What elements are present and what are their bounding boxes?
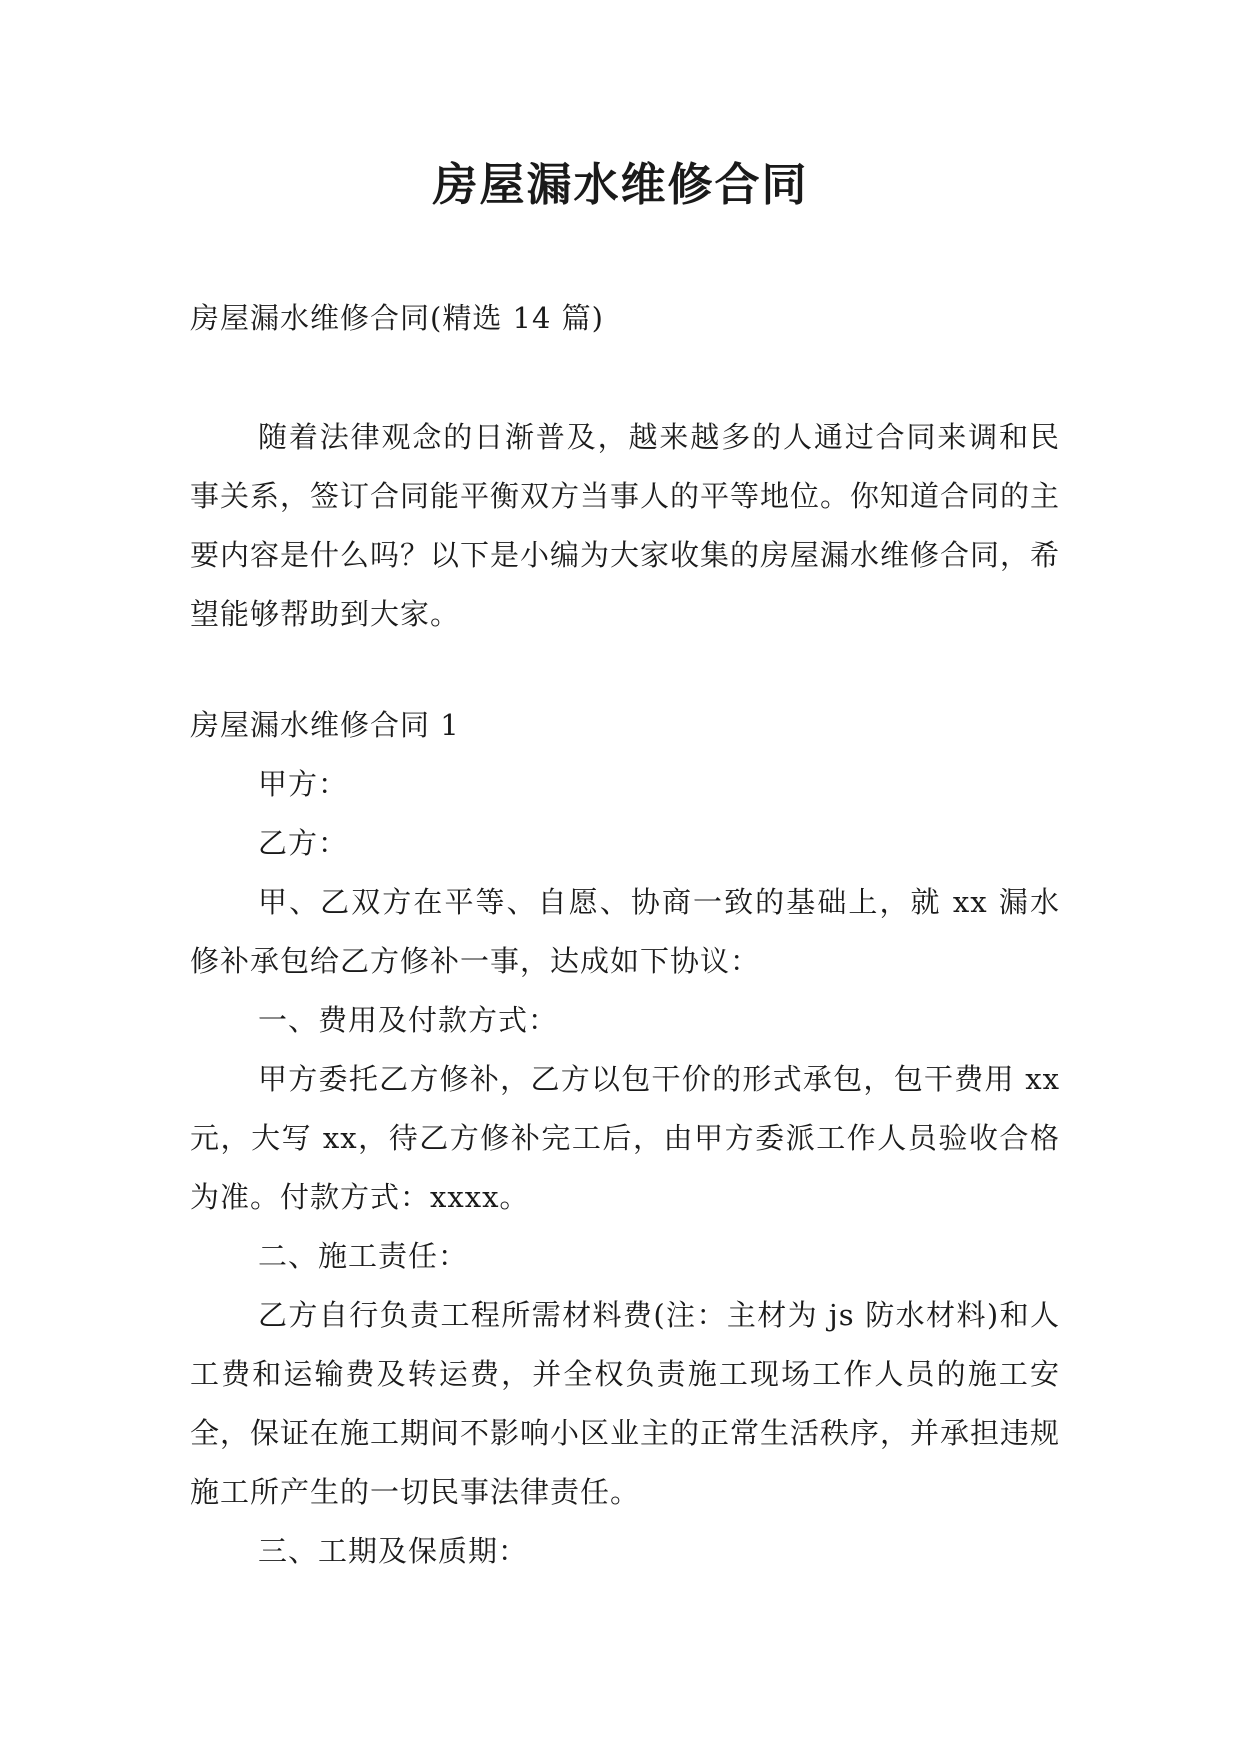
clause-heading-responsibility: 二、施工责任： — [258, 1239, 469, 1273]
agreement-preamble: 甲、乙双方在平等、自愿、协商一致的基础上，就 xx 漏水修补承包给乙方修补一事，达成如下协议： — [190, 885, 1060, 978]
document-title: 房屋漏水维修合同 — [432, 158, 809, 211]
clause-responsibility-text: 乙方自行负责工程所需材料费(注：主材为 js 防水材料)和人工费和运输费及转运费，并全权负责施工现场工作人员的施工安全，保证在施工期间不影响小区业主的正常生活秩序，并承担违规施工所产生的一切民事法律责任。 — [190, 1298, 1061, 1509]
clause-fees-text: 甲方委托乙方修补，乙方以包干价的形式承包，包干费用 xx 元，大写 xx，待乙方修补完工后，由甲方委派工作人员验收合格为准。付款方式：xxxx。 — [190, 1062, 1060, 1214]
clause-heading-schedule: 三、工期及保质期： — [258, 1534, 529, 1568]
document-subtitle: 房屋漏水维修合同(精选 14 篇) — [190, 301, 604, 335]
party-b-line: 乙方： — [258, 826, 349, 860]
party-a-line: 甲方： — [258, 767, 349, 801]
contract-clauses — [190, 755, 1060, 1581]
section-heading: 房屋漏水维修合同 1 — [190, 708, 460, 742]
clause-heading-fees: 一、费用及付款方式： — [258, 1003, 559, 1037]
intro-paragraph: 随着法律观念的日渐普及，越来越多的人通过合同来调和民事关系，签订合同能平衡双方当事人的平等地位。你知道合同的主要内容是什么吗？以下是小编为大家收集的房屋漏水维修合同，希望能够帮助到大家。 — [190, 420, 1061, 631]
